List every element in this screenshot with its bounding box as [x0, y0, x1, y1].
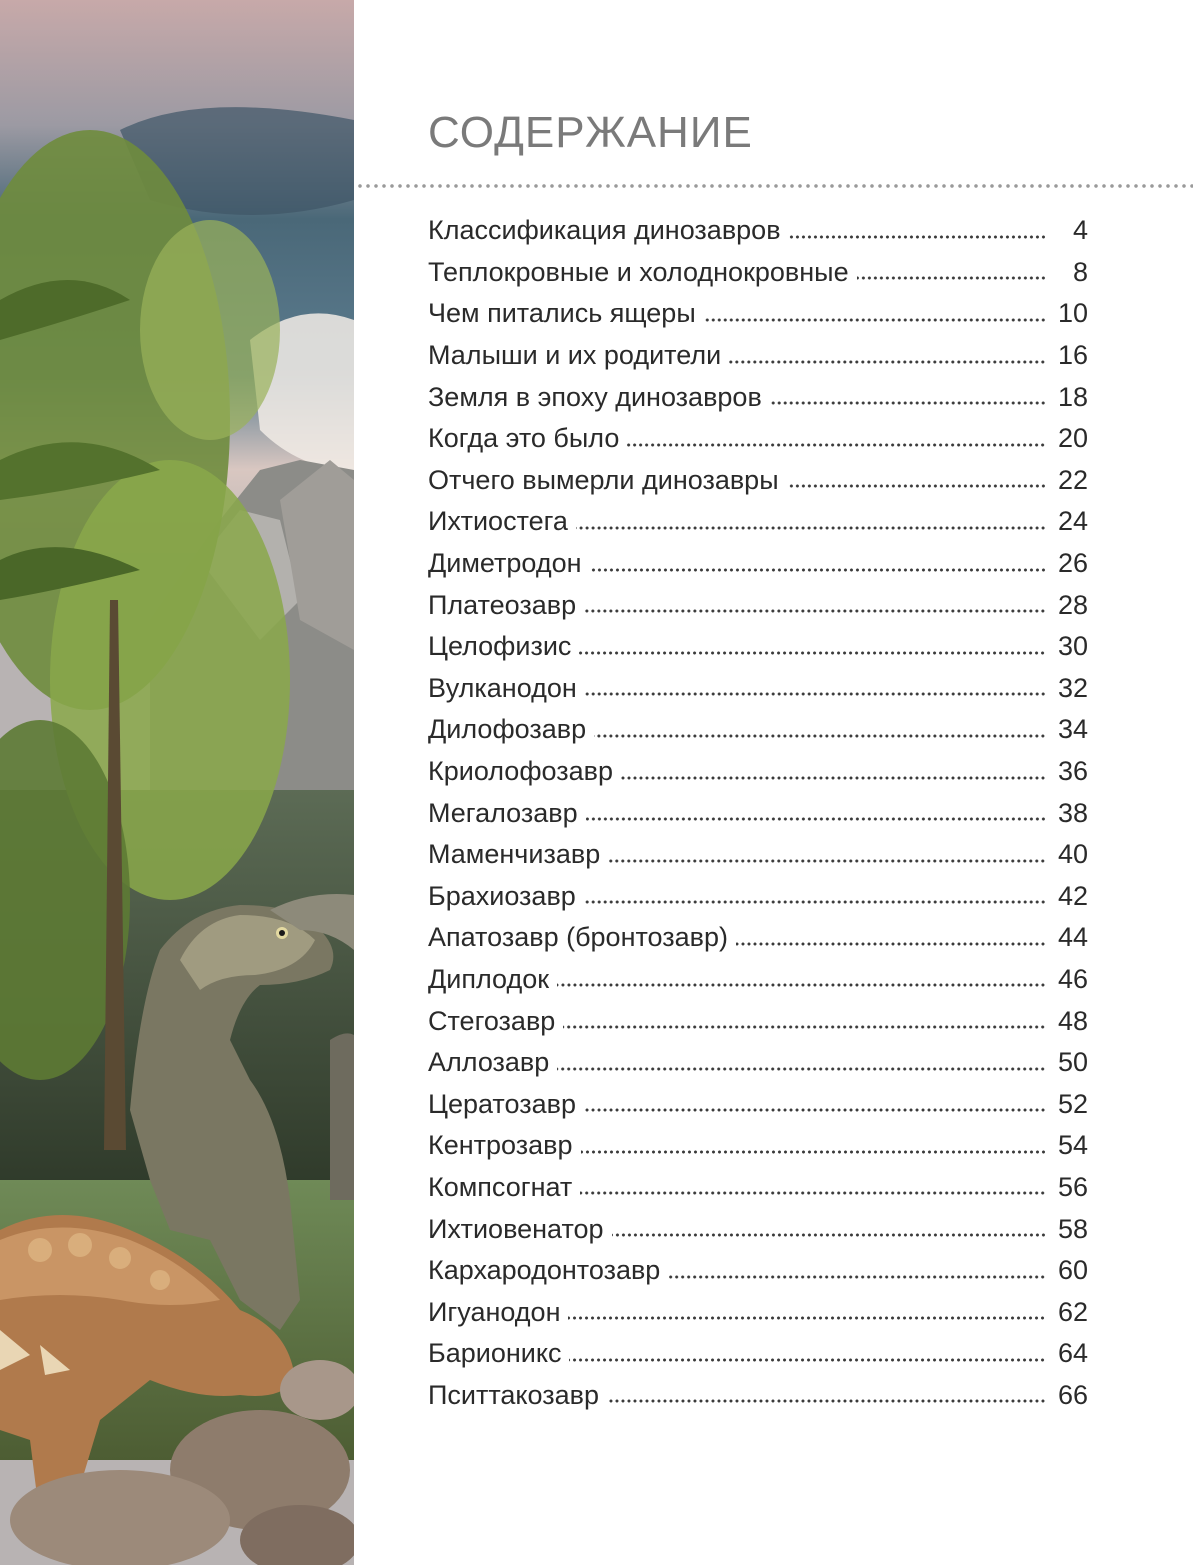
toc-page-number: 10: [1057, 298, 1088, 329]
toc-item[interactable]: [428, 1291, 1088, 1333]
dot-leader: [581, 1150, 1046, 1154]
toc-label: Теплокровные и холоднокровные: [428, 256, 849, 287]
dot-leader: [590, 568, 1046, 572]
dot-leader: [579, 651, 1046, 655]
dot-leader: [557, 1067, 1046, 1071]
dot-leader: [584, 900, 1046, 904]
dot-leader: [704, 318, 1046, 322]
toc-page-number: 20: [1057, 423, 1088, 454]
toc-item[interactable]: [428, 1333, 1088, 1375]
toc-item[interactable]: [428, 210, 1088, 252]
toc-item[interactable]: [428, 959, 1088, 1001]
toc-label: Кентрозавр: [428, 1130, 573, 1161]
toc-label: Классификация динозавров: [428, 215, 781, 246]
toc-page-number: 52: [1057, 1088, 1088, 1119]
table-of-contents: [428, 210, 1088, 1416]
toc-item[interactable]: [428, 834, 1088, 876]
toc-page-number: 22: [1057, 464, 1088, 495]
toc-page-number: 58: [1057, 1213, 1088, 1244]
toc-label: Малыши и их родители: [428, 340, 722, 371]
toc-page-number: 4: [1072, 215, 1088, 246]
dot-leader: [770, 401, 1046, 405]
toc-page-number: 32: [1057, 672, 1088, 703]
toc-label: Платеозавр: [428, 589, 577, 620]
dot-leader: [729, 360, 1046, 364]
toc-item[interactable]: [428, 751, 1088, 793]
dot-leader: [608, 859, 1046, 863]
toc-page-number: 44: [1057, 922, 1088, 953]
toc-item[interactable]: [428, 252, 1088, 294]
toc-page-number: 28: [1057, 589, 1088, 620]
dot-leader: [787, 484, 1046, 488]
toc-label: Вулканодон: [428, 672, 577, 703]
toc-label: Кархародонтозавр: [428, 1255, 661, 1286]
toc-label: Земля в эпоху динозавров: [428, 381, 762, 412]
toc-label: Игуанодон: [428, 1296, 561, 1327]
toc-item[interactable]: [428, 543, 1088, 585]
dot-leader: [789, 235, 1046, 239]
toc-item[interactable]: [428, 1250, 1088, 1292]
toc-page-number: 62: [1057, 1296, 1088, 1327]
toc-label: Дилофозавр: [428, 714, 587, 745]
toc-item[interactable]: [428, 1083, 1088, 1125]
toc-item[interactable]: [428, 460, 1088, 502]
toc-item[interactable]: [428, 668, 1088, 710]
dot-leader: [585, 692, 1046, 696]
toc-label: Ихтиовенатор: [428, 1213, 604, 1244]
toc-item[interactable]: [428, 1125, 1088, 1167]
toc-label: Маменчизавр: [428, 839, 601, 870]
dot-leader: [612, 1233, 1046, 1237]
toc-label: Отчего вымерли динозавры: [428, 464, 779, 495]
toc-item[interactable]: [428, 376, 1088, 418]
dot-leader: [621, 776, 1046, 780]
toc-page-number: 26: [1057, 548, 1088, 579]
dot-leader: [568, 1316, 1046, 1320]
toc-page-number: 36: [1057, 756, 1088, 787]
toc-label: Чем питались ящеры: [428, 298, 696, 329]
toc-page-number: 48: [1057, 1005, 1088, 1036]
toc-page-number: 30: [1057, 631, 1088, 662]
dot-leader: [563, 1025, 1046, 1029]
toc-label: Пситтакозавр: [428, 1379, 600, 1410]
toc-label: Мегалозавр: [428, 797, 578, 828]
toc-page-number: 46: [1057, 963, 1088, 994]
toc-page-number: 64: [1057, 1338, 1088, 1369]
dot-leader: [584, 1108, 1046, 1112]
toc-page-number: 18: [1057, 381, 1088, 412]
toc-label: Целофизис: [428, 631, 572, 662]
dot-leader: [557, 983, 1046, 987]
toc-item[interactable]: [428, 501, 1088, 543]
toc-page-number: 8: [1072, 256, 1088, 287]
toc-item[interactable]: [428, 626, 1088, 668]
toc-item[interactable]: [428, 1000, 1088, 1042]
toc-item[interactable]: [428, 293, 1088, 335]
toc-page-number: 56: [1057, 1171, 1088, 1202]
toc-page-number: 42: [1057, 880, 1088, 911]
toc-page-number: 66: [1057, 1379, 1088, 1410]
toc-label: Ихтиостега: [428, 506, 568, 537]
toc-item[interactable]: [428, 792, 1088, 834]
toc-page-number: 54: [1057, 1130, 1088, 1161]
dinosaur-illustration: [0, 0, 354, 1565]
toc-label: Аллозавр: [428, 1047, 550, 1078]
toc-item[interactable]: [428, 584, 1088, 626]
dot-leader: [736, 942, 1046, 946]
toc-page-number: 38: [1057, 797, 1088, 828]
toc-page-number: 16: [1057, 340, 1088, 371]
dotted-divider: [356, 184, 1193, 188]
toc-label: Цератозавр: [428, 1088, 576, 1119]
dot-leader: [569, 1358, 1046, 1362]
toc-item[interactable]: [428, 1375, 1088, 1417]
toc-page-number: 24: [1057, 506, 1088, 537]
page-title: СОДЕРЖАНИЕ: [428, 108, 753, 157]
dot-leader: [668, 1275, 1046, 1279]
toc-page-number: 34: [1057, 714, 1088, 745]
dot-leader: [594, 734, 1046, 738]
toc-label: Криолофозавр: [428, 756, 614, 787]
toc-item[interactable]: [428, 335, 1088, 377]
toc-item[interactable]: [428, 709, 1088, 751]
toc-page-number: 50: [1057, 1047, 1088, 1078]
toc-item[interactable]: [428, 876, 1088, 918]
dot-leader: [576, 526, 1046, 530]
toc-label: Диплодок: [428, 963, 550, 994]
toc-label: Когда это было: [428, 423, 620, 454]
dot-leader: [584, 609, 1046, 613]
dot-leader: [586, 817, 1046, 821]
toc-label: Диметродон: [428, 548, 582, 579]
toc-item[interactable]: [428, 917, 1088, 959]
dot-leader: [607, 1399, 1046, 1403]
toc-page-number: 60: [1057, 1255, 1088, 1286]
toc-label: Компсогнат: [428, 1171, 573, 1202]
toc-label: Брахиозавр: [428, 880, 576, 911]
toc-label: Стегозавр: [428, 1005, 556, 1036]
toc-label: Барионикс: [428, 1338, 562, 1369]
dot-leader: [857, 276, 1046, 280]
toc-item[interactable]: [428, 1208, 1088, 1250]
dot-leader: [627, 443, 1046, 447]
toc-item[interactable]: [428, 418, 1088, 460]
toc-label: Апатозавр (бронтозавр): [428, 922, 729, 953]
toc-item[interactable]: [428, 1167, 1088, 1209]
dot-leader: [580, 1191, 1046, 1195]
toc-item[interactable]: [428, 1042, 1088, 1084]
toc-page-number: 40: [1057, 839, 1088, 870]
